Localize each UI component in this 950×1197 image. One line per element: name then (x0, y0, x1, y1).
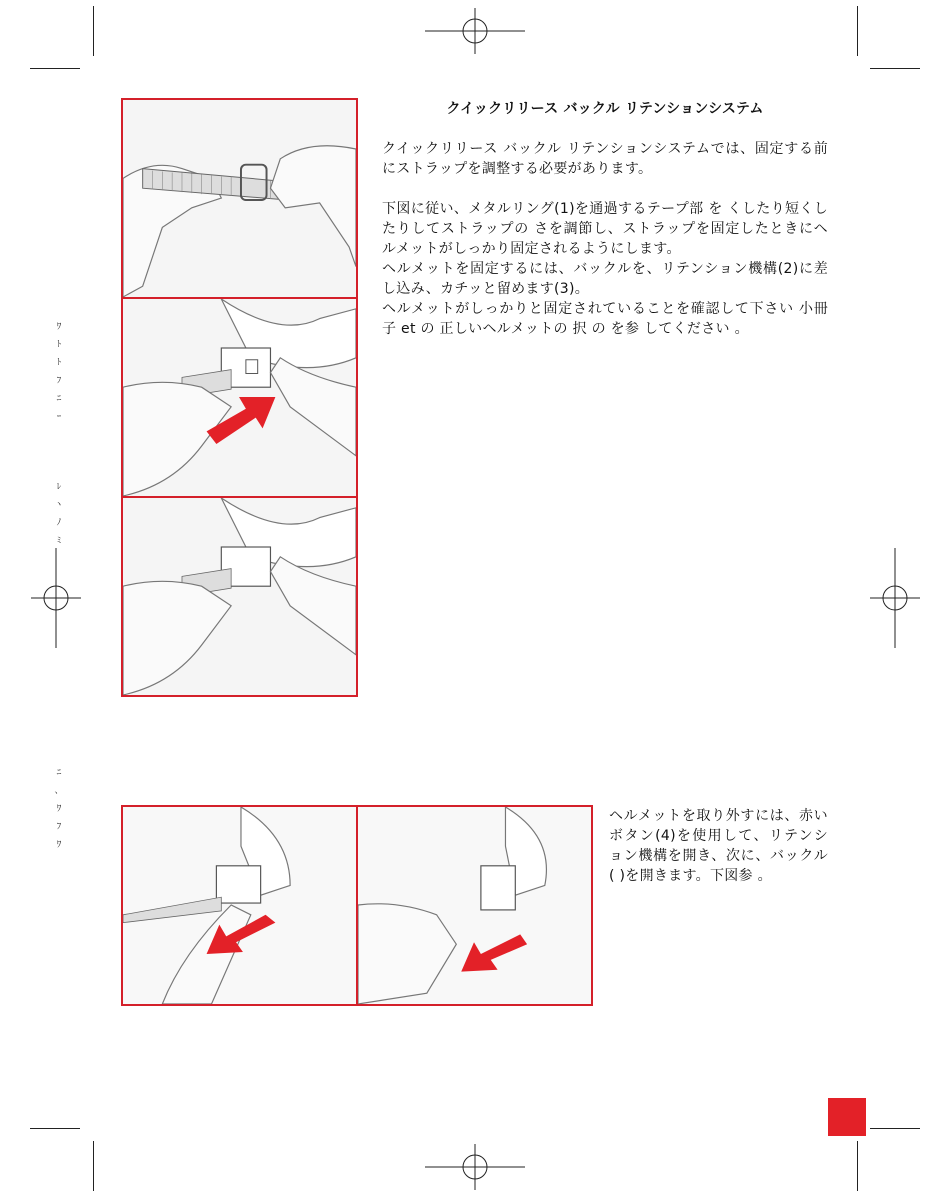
body-paragraph: ヘルメットを固定するには、バックルを、リテンション機構(2)に差し込み、カチッと留めます(3)。 (382, 261, 828, 297)
registration-mark-icon (870, 548, 920, 648)
crop-mark (93, 1141, 94, 1191)
registration-mark-icon (31, 548, 81, 648)
body-paragraph: クイックリリース バックル リテンションシステムでは、固定する前にストラップを調整する必要があります。 (382, 141, 828, 177)
figure-buckle-release (356, 805, 593, 1006)
figure-buckle-click (121, 496, 358, 697)
figure-buckle-insert (121, 297, 358, 498)
crop-mark (870, 1128, 920, 1129)
crop-mark (857, 1141, 858, 1191)
registration-mark-icon (425, 8, 525, 54)
side-text: ﾚ ヽ ﾉ ﾐ (54, 482, 64, 546)
registration-mark-icon (425, 1144, 525, 1190)
crop-mark (870, 68, 920, 69)
body-paragraph: ヘルメットがしっかりと固定されていることを確認して下さい 小冊子 et の 正しいヘルメットの 択 の を参 してください 。 (382, 301, 828, 337)
side-text: ﾜ ﾄ ﾄ ﾌ ﾆ ｰ (56, 322, 62, 422)
page-title: クイックリリース バックル リテンションシステム (446, 101, 764, 117)
crop-mark (93, 6, 94, 56)
body-paragraph: ヘルメットを取り外すには、赤いボタン(4)を使用して、リテンション機構を開き、次に、バックル( )を開きます。下図参 。 (609, 808, 828, 884)
side-text: ﾆ 、 ﾜ ﾌ ﾜ (54, 768, 64, 850)
body-paragraph: 下図に従い、メタルリング(1)を通過するテープ部 を くしたり短くしたりしてストラップの さを調節し、ストラップを固定したときにヘルメットがしっかり固定されるようにします。 (382, 201, 828, 257)
crop-mark (30, 68, 80, 69)
figure-strap-adjust (121, 98, 358, 299)
figure-red-button (121, 805, 358, 1006)
crop-mark (30, 1128, 80, 1129)
crop-mark (857, 6, 858, 56)
page-marker-square (828, 1098, 866, 1136)
